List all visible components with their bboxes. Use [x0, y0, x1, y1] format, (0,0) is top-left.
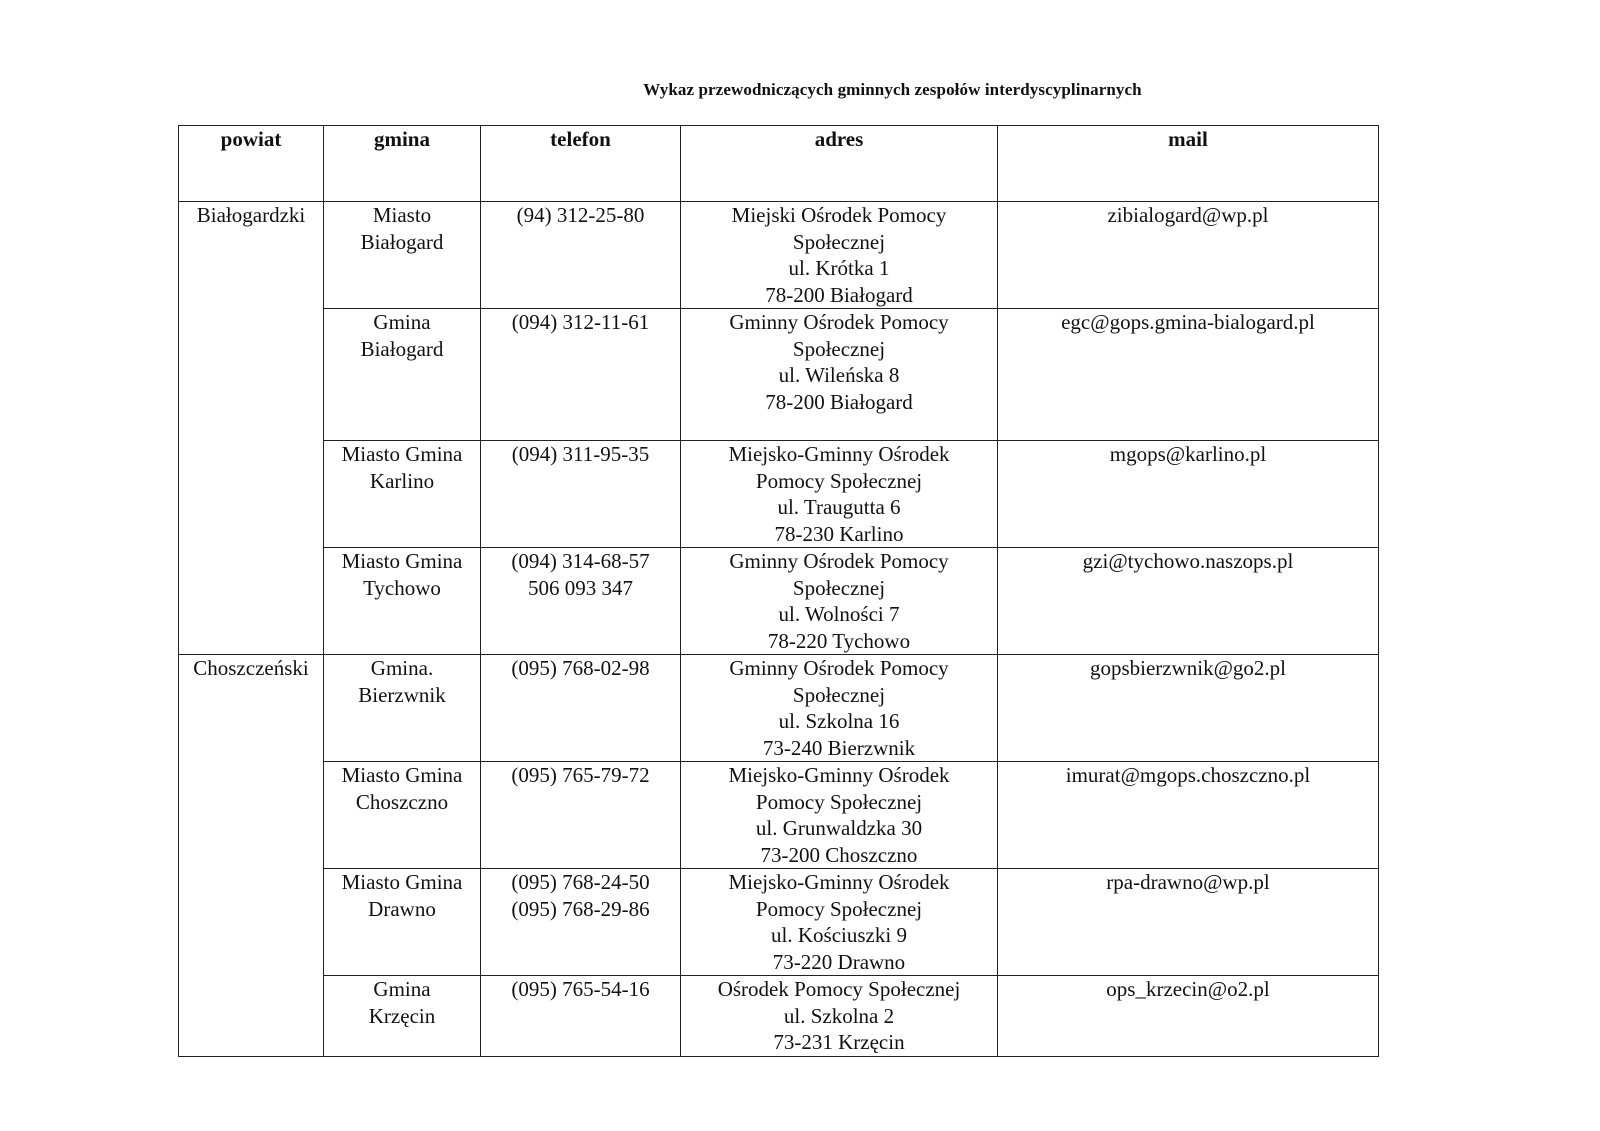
table-row	[179, 441, 1379, 548]
cell-gmina-line: Białogard	[360, 336, 444, 361]
cell-powiat	[179, 309, 324, 441]
cell-adres-line: Miejsko-Gminny Ośrodek	[728, 870, 950, 894]
table-row	[179, 976, 1379, 1057]
cell-adres-line: Pomocy Społecznej	[755, 896, 923, 921]
cell-adres-line: 73-220 Drawno	[772, 949, 906, 974]
cell-adres-line: Pomocy Społecznej	[755, 468, 923, 493]
cell-gmina	[324, 762, 481, 869]
cell-mail	[998, 309, 1379, 441]
cell-powiat	[179, 869, 324, 976]
cell-gmina	[324, 441, 481, 548]
cell-gmina-line: Choszczno	[355, 789, 449, 814]
table-row	[179, 548, 1379, 655]
cell-telefon-line: (094) 314-68-57	[511, 549, 650, 573]
cell-powiat	[179, 762, 324, 869]
cell-adres-line: ul. Wileńska 8	[778, 363, 900, 387]
header-row	[179, 126, 1379, 202]
cell-adres-line: ul. Traugutta 6	[777, 495, 901, 519]
cell-telefon-line: (095) 768-29-86	[511, 896, 650, 921]
cell-adres-line: Ośrodek Pomocy Społecznej	[717, 977, 961, 1001]
cell-adres-line: 78-220 Tychowo	[767, 628, 911, 653]
header-adres: adres	[681, 126, 998, 202]
cell-adres	[681, 655, 998, 762]
cell-gmina-line: Gmina	[373, 310, 431, 334]
cell-adres-line: Gminny Ośrodek Pomocy	[729, 656, 949, 680]
header-mail: mail	[998, 126, 1379, 202]
contacts-table	[178, 125, 1379, 1057]
cell-powiat: Choszczeński	[179, 655, 324, 762]
email-address: imurat@mgops.choszczno.pl	[1065, 763, 1311, 787]
cell-telefon	[481, 762, 681, 869]
cell-mail	[998, 202, 1379, 309]
cell-gmina-line: Białogard	[360, 229, 444, 254]
cell-gmina	[324, 202, 481, 309]
cell-adres-line: ul. Szkolna 16	[778, 709, 900, 733]
email-address: gzi@tychowo.naszops.pl	[1082, 549, 1294, 573]
email-address: mgops@karlino.pl	[1109, 442, 1267, 466]
cell-telefon	[481, 655, 681, 762]
cell-adres-line: Miejsko-Gminny Ośrodek	[728, 763, 950, 787]
cell-powiat	[179, 548, 324, 655]
cell-gmina-line: Gmina	[373, 977, 431, 1001]
table-header	[179, 126, 1379, 202]
email-address: ops_krzecin@o2.pl	[1106, 977, 1270, 1001]
cell-telefon	[481, 976, 681, 1057]
cell-gmina-line: Tychowo	[363, 575, 441, 600]
email-address: rpa-drawno@wp.pl	[1106, 870, 1270, 894]
cell-telefon-line: (095) 765-54-16	[511, 977, 650, 1001]
cell-telefon	[481, 548, 681, 655]
cell-mail	[998, 869, 1379, 976]
document-title: Wykaz przewodniczących gminnych zespołów interdyscyplinarnych	[643, 80, 1142, 99]
cell-adres	[681, 202, 998, 309]
cell-adres-line: 78-200 Białogard	[765, 389, 913, 414]
cell-adres-line: Społecznej	[792, 229, 886, 254]
table-body	[179, 202, 1379, 1057]
table-row	[179, 202, 1379, 309]
header-powiat: powiat	[179, 126, 324, 202]
cell-telefon-line: (94) 312-25-80	[516, 203, 645, 227]
cell-gmina	[324, 548, 481, 655]
cell-adres	[681, 976, 998, 1057]
cell-gmina-line: Miasto	[372, 203, 432, 227]
cell-gmina-line: Bierzwnik	[358, 682, 446, 707]
cell-gmina-line: Gmina.	[370, 656, 434, 680]
cell-powiat	[179, 976, 324, 1057]
cell-telefon-line: (095) 768-02-98	[511, 656, 650, 680]
email-address: zibialogard@wp.pl	[1107, 203, 1269, 227]
cell-adres-line: Miejsko-Gminny Ośrodek	[728, 442, 950, 466]
cell-adres-line: ul. Krótka 1	[788, 256, 890, 280]
cell-telefon-line: (095) 765-79-72	[511, 763, 650, 787]
cell-telefon-line: 506 093 347	[528, 575, 633, 600]
cell-gmina-line: Miasto Gmina	[341, 763, 463, 787]
cell-adres-line: ul. Grunwaldzka 30	[755, 816, 923, 840]
header-telefon: telefon	[481, 126, 681, 202]
cell-powiat: Białogardzki	[179, 202, 324, 309]
cell-adres-line: Miejski Ośrodek Pomocy	[731, 203, 947, 227]
table-row	[179, 869, 1379, 976]
cell-gmina	[324, 869, 481, 976]
cell-adres-line: 73-240 Bierzwnik	[762, 735, 916, 760]
cell-telefon-line: (095) 768-24-50	[511, 870, 650, 894]
cell-mail	[998, 976, 1379, 1057]
cell-adres	[681, 762, 998, 869]
cell-telefon-line: (094) 311-95-35	[511, 442, 650, 466]
cell-adres	[681, 441, 998, 548]
cell-adres-line: ul. Wolności 7	[778, 602, 900, 626]
cell-adres-line: Pomocy Społecznej	[755, 789, 923, 814]
cell-adres-line: 73-200 Choszczno	[760, 842, 918, 867]
cell-gmina	[324, 655, 481, 762]
cell-mail	[998, 441, 1379, 548]
cell-gmina-line: Miasto Gmina	[341, 549, 463, 573]
cell-adres-line: Gminny Ośrodek Pomocy	[729, 549, 949, 573]
cell-gmina-line: Karlino	[369, 468, 435, 493]
cell-adres	[681, 869, 998, 976]
cell-adres-line: 78-200 Białogard	[765, 282, 913, 307]
cell-telefon	[481, 202, 681, 309]
cell-telefon	[481, 869, 681, 976]
cell-telefon	[481, 309, 681, 441]
cell-gmina	[324, 976, 481, 1057]
cell-adres-line: Społecznej	[792, 682, 886, 707]
table-row	[179, 762, 1379, 869]
cell-telefon-line: (094) 312-11-61	[511, 310, 650, 334]
table-row	[179, 655, 1379, 762]
cell-adres-line: Gminny Ośrodek Pomocy	[729, 310, 949, 334]
cell-adres-line: 73-231 Krzęcin	[773, 1030, 905, 1054]
cell-adres-line: Społecznej	[792, 575, 886, 600]
cell-mail	[998, 548, 1379, 655]
cell-adres-line: ul. Szkolna 2	[783, 1003, 895, 1028]
cell-gmina	[324, 309, 481, 441]
cell-mail	[998, 762, 1379, 869]
cell-mail	[998, 655, 1379, 762]
email-address: egc@gops.gmina-bialogard.pl	[1061, 310, 1315, 334]
cell-adres	[681, 309, 998, 441]
cell-powiat	[179, 441, 324, 548]
cell-adres	[681, 548, 998, 655]
cell-gmina-line: Miasto Gmina	[341, 870, 463, 894]
cell-gmina-line: Miasto Gmina	[341, 442, 463, 466]
header-gmina: gmina	[324, 126, 481, 202]
cell-gmina-line: Drawno	[368, 896, 436, 921]
cell-gmina-line: Krzęcin	[368, 1003, 436, 1028]
cell-adres-line: ul. Kościuszki 9	[771, 923, 907, 947]
cell-adres-line: Społecznej	[792, 336, 886, 361]
table-row	[179, 309, 1379, 441]
email-address: gopsbierzwnik@go2.pl	[1089, 656, 1287, 680]
cell-adres-line: 78-230 Karlino	[774, 521, 904, 546]
cell-telefon	[481, 441, 681, 548]
